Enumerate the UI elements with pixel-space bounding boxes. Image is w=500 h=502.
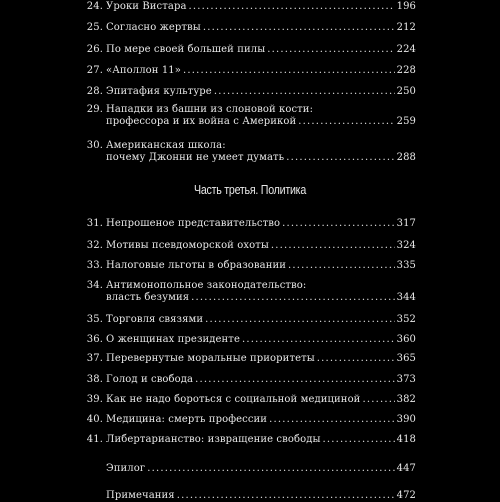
toc-entry-number: 37. xyxy=(86,353,103,364)
toc-leader-dots xyxy=(271,240,395,252)
toc-entry-page-number: 390 xyxy=(396,414,416,425)
toc-entry-title: По мере своей большей пилы xyxy=(106,44,266,55)
toc-entry-number: 30. xyxy=(86,140,103,151)
toc-entry-page-number: 259 xyxy=(396,116,416,127)
toc-entry[interactable] xyxy=(85,314,416,326)
toc-entry-number: 27. xyxy=(86,65,103,76)
toc-entry-number: 41. xyxy=(86,434,103,445)
toc-entry[interactable] xyxy=(85,434,416,446)
toc-entry[interactable] xyxy=(85,414,416,426)
toc-entry-title: Эпилог xyxy=(106,463,146,474)
toc-entry-number: 28. xyxy=(86,86,103,97)
toc-entry[interactable] xyxy=(85,353,416,365)
toc-entry-number: 40. xyxy=(86,414,103,425)
toc-entry-title: Непрошеное представительство xyxy=(106,218,281,229)
toc-entry-number: 38. xyxy=(86,374,103,385)
toc-leader-dots xyxy=(362,394,394,406)
toc-entry-number: 26. xyxy=(86,44,103,55)
toc-leader-dots xyxy=(203,22,395,34)
toc-entry-page-number: 288 xyxy=(396,152,416,163)
toc-leader-dots xyxy=(177,490,395,502)
toc-entry-title: Эпитафия культуре xyxy=(106,86,212,97)
toc-leader-dots xyxy=(286,152,394,164)
toc-entry-page-number: 373 xyxy=(396,374,416,385)
toc-entry-page-number: 212 xyxy=(396,22,416,33)
toc-entry-number: 29. xyxy=(86,104,103,115)
toc-entry-page-number: 472 xyxy=(396,490,416,501)
toc-entry-title: профессора и их война с Америкой xyxy=(106,116,297,127)
toc-leader-dots xyxy=(298,116,394,128)
toc-entry-title: Согласно жертвы xyxy=(106,22,201,33)
toc-entry-title: Голод и свобода xyxy=(106,374,194,385)
toc-entry[interactable] xyxy=(85,65,416,77)
toc-entry-page-number: 228 xyxy=(396,65,416,76)
toc-entry[interactable] xyxy=(85,22,416,34)
toc-entry-title: «Аполлон 11» xyxy=(106,65,181,76)
toc-entry-title: почему Джонни не умеет думать xyxy=(106,152,285,163)
toc-leader-dots xyxy=(282,218,395,230)
toc-entry[interactable] xyxy=(85,394,416,406)
toc-leader-dots xyxy=(189,1,395,13)
toc-entry-title: власть безумия xyxy=(106,292,190,303)
toc-leader-dots xyxy=(147,463,394,475)
toc-entry-number: 25. xyxy=(86,22,103,33)
toc-entry-title: Антимонопольное законодательство: xyxy=(106,280,307,291)
toc-entry-number: 39. xyxy=(86,394,103,405)
toc-entry-page-number: 365 xyxy=(396,353,416,364)
toc-entry-title: Нападки из башни из слоновой кости: xyxy=(106,104,314,115)
toc-leader-dots xyxy=(323,434,395,446)
toc-entry-page-number: 317 xyxy=(396,218,416,229)
toc-entry[interactable] xyxy=(85,140,416,164)
toc-leader-dots xyxy=(242,334,395,346)
toc-entry[interactable] xyxy=(85,86,416,98)
toc-entry-page-number: 352 xyxy=(396,314,416,325)
toc-entry-title: Медицина: смерть профессии xyxy=(106,414,268,425)
toc-leader-dots xyxy=(205,314,394,326)
toc-entry-number: 34. xyxy=(86,280,103,291)
toc-leader-dots xyxy=(269,414,395,426)
toc-leader-dots xyxy=(288,260,395,272)
toc-entry[interactable] xyxy=(85,218,416,230)
toc-leader-dots xyxy=(183,65,395,77)
toc-leader-dots xyxy=(195,374,395,386)
toc-entry-title: Американская школа: xyxy=(106,140,226,151)
toc-entry-page-number: 250 xyxy=(396,86,416,97)
toc-leader-dots xyxy=(214,86,395,98)
toc-entry-number: 36. xyxy=(86,334,103,345)
toc-entry[interactable] xyxy=(85,490,416,502)
toc-entry[interactable] xyxy=(85,1,416,13)
toc-entry[interactable] xyxy=(85,104,416,128)
toc-entry-title: Либертарианство: извращение свободы xyxy=(106,434,321,445)
toc-entry-page-number: 224 xyxy=(396,44,416,55)
toc-entry[interactable] xyxy=(85,44,416,56)
toc-entry-page-number: 418 xyxy=(396,434,416,445)
section-heading: Часть третья. Политика xyxy=(193,182,307,197)
toc-entry-page-number: 382 xyxy=(396,394,416,405)
toc-entry[interactable] xyxy=(85,374,416,386)
toc-entry[interactable] xyxy=(85,280,416,304)
toc-entry[interactable] xyxy=(85,240,416,252)
toc-entry-title: Перевернутые моральные приоритеты xyxy=(106,353,315,364)
toc-entry-number: 32. xyxy=(86,240,103,251)
toc-entry-title: Налоговые льготы в образовании xyxy=(106,260,287,271)
toc-entry-page-number: 324 xyxy=(396,240,416,251)
toc-entry-page-number: 360 xyxy=(396,334,416,345)
toc-entry[interactable] xyxy=(85,463,416,475)
toc-entry[interactable] xyxy=(85,334,416,346)
toc-entry-title: Уроки Вистара xyxy=(106,1,187,12)
toc-entry-title: Мотивы псевдоморской охоты xyxy=(106,240,269,251)
toc-leader-dots xyxy=(317,353,395,365)
toc-entry-title: Как не надо бороться с социальной медициной xyxy=(106,394,361,405)
toc-entry-page-number: 344 xyxy=(396,292,416,303)
toc-entry-number: 33. xyxy=(86,260,103,271)
toc-leader-dots xyxy=(267,44,394,56)
toc-entry-title: Примечания xyxy=(106,490,175,501)
toc-entry-page-number: 196 xyxy=(396,1,416,12)
toc-entry-title: О женщинах президенте xyxy=(106,334,240,345)
toc-leader-dots xyxy=(191,292,394,304)
toc-entry-page-number: 335 xyxy=(396,260,416,271)
toc-entry-page-number: 447 xyxy=(396,463,416,474)
toc-entry-title: Торговля связями xyxy=(106,314,204,325)
toc-entry[interactable] xyxy=(85,260,416,272)
toc-entry-number: 35. xyxy=(86,314,103,325)
toc-entry-number: 24. xyxy=(86,1,103,12)
toc-entry-number: 31. xyxy=(86,218,103,229)
